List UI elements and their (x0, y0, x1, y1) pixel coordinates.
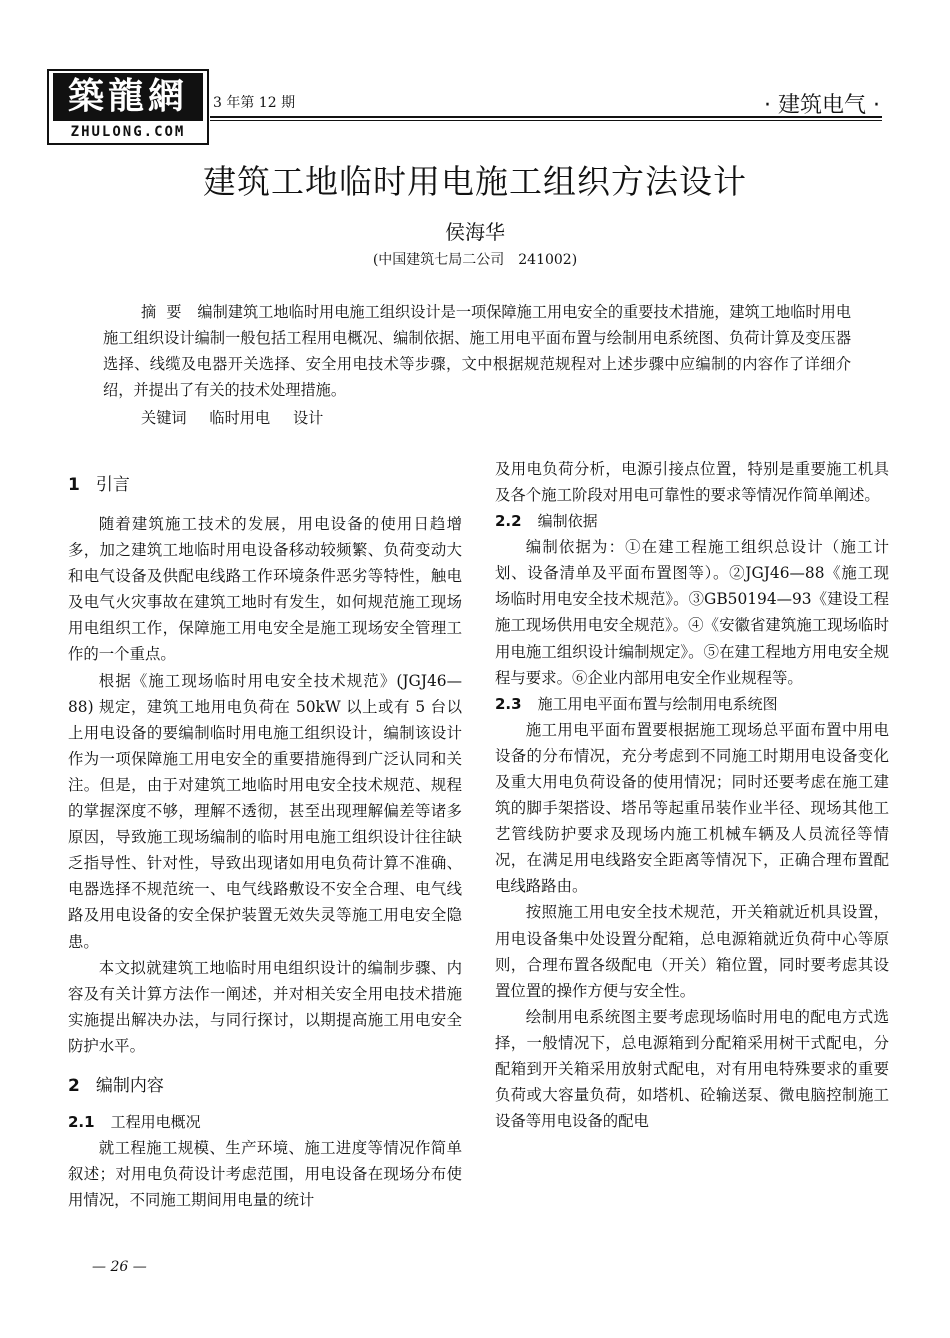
section-title: 引言 (95, 475, 130, 495)
header-rule-thin (210, 120, 882, 121)
paragraph: 绘制用电系统图主要考虑现场临时用电的配电方式选择，一般情况下，总电源箱到分配箱采用树干式配电，分配箱到开关箱采用放射式配电，对有用电特殊要求的重要负荷或大容量负荷，如塔机、砼输送泵、微电脑控制施工设备等用电设备的配电 (495, 1007, 889, 1131)
abstract-text: 编制建筑工地临时用电施工组织设计是一项保障施工用电安全的重要技术措施，建筑工地临时用电施工组织设计编制一般包括工程用电概况、编制依据、施工用电平面布置与绘制用电系统图、负荷计算及变压器选择、线缆及电器开关选择、安全用电技术等步骤，文中根据规范规程对上述步骤中应编制的内容作了详细介绍，并提出了有关的技术处理措施。 (103, 303, 852, 399)
article-author: 侯海华 (445, 220, 505, 244)
abstract-label: 摘要 (141, 303, 192, 321)
page-number: — 26 — (92, 1259, 147, 1275)
left-column (68, 471, 462, 1213)
subsection-heading (495, 508, 889, 534)
subsection-heading (68, 1109, 462, 1135)
section-label: · 建筑电气 · (764, 93, 880, 118)
header-rule (210, 116, 882, 118)
paragraph: 本文拟就建筑工地临时用电组织设计的编制步骤、内容及有关计算方法作一阐述，并对相关安全用电技术措施实施提出解决办法，与同行探讨，以期提高施工用电安全防护水平。 (68, 958, 462, 1055)
paragraph: 随着建筑施工技术的发展，用电设备的使用日趋增多，加之建筑工地临时用电设备移动较频繁、负荷变动大和电气设备及供配电线路工作环境条件恶劣等特性，触电及电气火灾事故在建筑工地时有发生，如何规范施工现场用电组织工作，保障施工用电安全是施工现场安全管理工作的一个重点。 (68, 515, 462, 664)
paragraph: 就工程施工规模、生产环境、施工进度等情况作简单叙述；对用电负荷设计考虑范围，用电设备在现场分布使用情况，不同施工期间用电量的统计 (68, 1138, 462, 1210)
abstract (103, 299, 851, 403)
logo-english: ZHULONG.COM (70, 124, 186, 140)
author-affiliation: (中国建筑七局二公司 241002) (372, 252, 578, 268)
keywords (141, 405, 341, 431)
publisher-logo (47, 69, 207, 143)
paragraph: 施工用电平面布置要根据施工现场总平面布置中用电设备的分布情况，充分考虑到不同施工时期用电设备变化及重大用电负荷设备的使用情况；同时还要考虑在施工建筑的脚手架搭设、塔吊等起重吊装作业半径、现场其他工艺管线防护要求及现场内施工机械车辆及人员流径等情况，在满足用电线路安全距离等情况下，正确合理布置配电线路路由。 (495, 720, 889, 896)
keyword-item: 设计 (292, 409, 324, 427)
subsection-title: 编制依据 (537, 512, 598, 531)
section-title: 编制内容 (95, 1075, 164, 1096)
logo-frame (47, 69, 209, 145)
paragraph: 按照施工用电安全技术规范，开关箱就近机具设置，用电设备集中处设置分配箱，总电源箱就近负荷中心等原则，合理布置各级配电（开关）箱位置，同时要考虑其设置位置的操作方便与安全性。 (495, 903, 889, 1000)
subsection-number: 2.1 (68, 1112, 95, 1131)
subsection-number: 2.2 (495, 512, 522, 531)
section-number: 1 (68, 475, 80, 495)
subsection-title: 工程用电概况 (110, 1112, 201, 1131)
journal-issue: 3 年第 12 期 (213, 95, 296, 111)
keywords-label: 关键词 (141, 409, 187, 427)
section-heading (68, 1071, 462, 1109)
section-number: 2 (68, 1075, 80, 1096)
subsection-title: 施工用电平面布置与绘制用电系统图 (537, 694, 778, 713)
logo-chinese: 築龍網 (53, 73, 203, 121)
article-title: 建筑工地临时用电施工组织方法设计 (203, 162, 747, 201)
section-heading (68, 471, 462, 511)
right-column (495, 456, 889, 1134)
paragraph: 根据《施工现场临时用电安全技术规范》(JGJ46—88) 规定，建筑工地用电负荷在 50kW 以上或有 5 台以上用电设备的要编制临时用电施工组织设计，编制该设计作为一项保障施工用电安全的重要措施得到广泛认同和关注。但是，由于对建筑工地临时用电安全技术规范、规程的掌握深度不够，理解不透彻，甚至出现理解偏差等诸多原因，导致施工现场编制的临时用电施工组织设计往往缺乏指导性、针对性，导致出现诸如用电负荷计算不准确、电器选择不规范统一、电气线路敷设不安全合理、电气线路及用电设备的安全保护装置无效失灵等施工用电安全隐患。 (68, 671, 462, 951)
paragraph-continued: 及用电负荷分析，电源引接点位置，特别是重要施工机具及各个施工阶段对用电可靠性的要求等情况作简单阐述。 (495, 460, 889, 505)
subsection-heading (495, 691, 889, 717)
paragraph: 编制依据为：①在建工程施工组织总设计（施工计划、设备清单及平面布置图等）。②JGJ46—88《施工现场临时用电安全技术规范》。③GB50194—93《建设工程施工现场供用电安全规范》。④《安徽省建筑施工现场临时用电施工组织设计编制规定》。⑤在建工程地方用电安全规程与要求。⑥企业内部用电安全作业规程等。 (495, 538, 889, 687)
subsection-number: 2.3 (495, 694, 522, 713)
keyword-item: 临时用电 (209, 409, 271, 427)
